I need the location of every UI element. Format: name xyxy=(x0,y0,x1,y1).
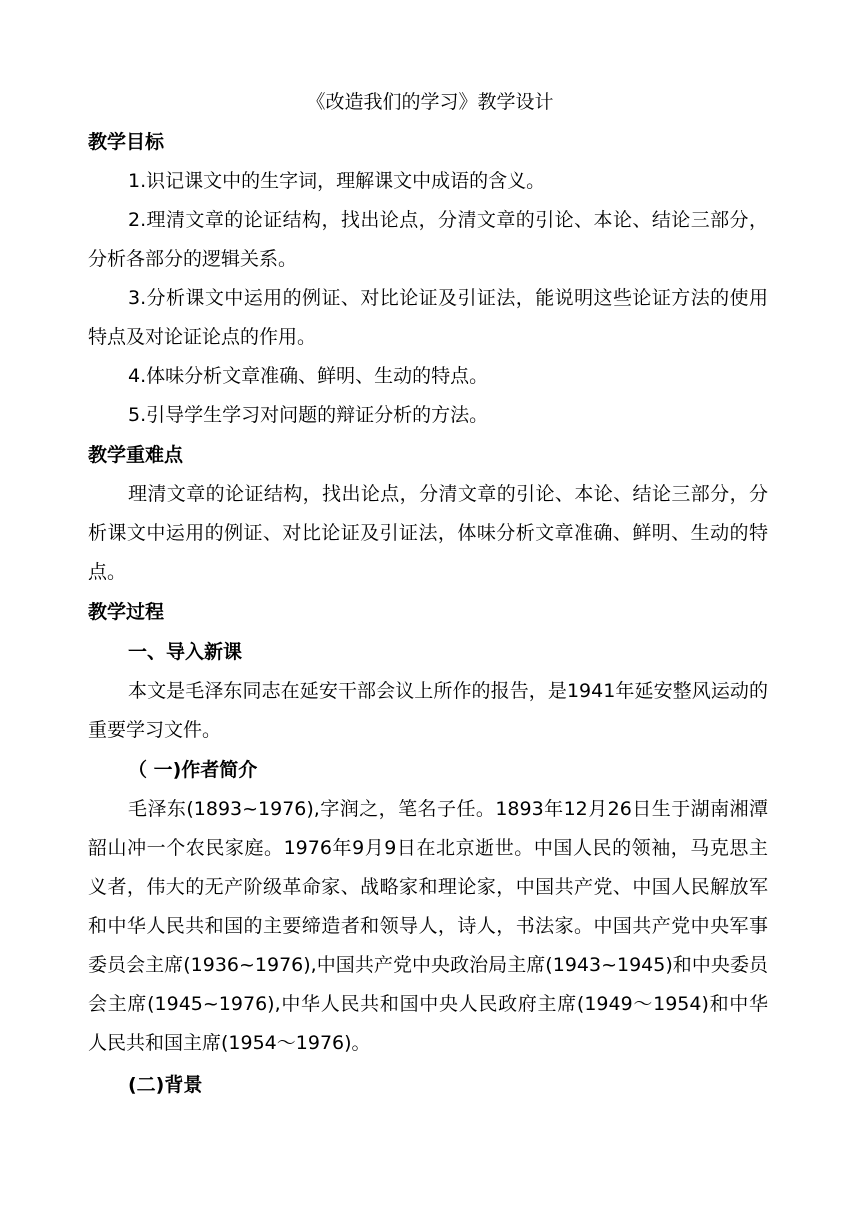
goal-item-3: 3.分析课文中运用的例证、对比论证及引证法，能说明这些论证方法的使用特点及对论证论点的作用。 xyxy=(88,287,768,348)
author-intro-text: 毛泽东(1893~1976),字润之，笔名子任。1893年12月26日生于湖南湘潭韶山冲一个农民家庭。1976年9月9日在北京逝世。中国人民的领袖，马克思主义者，伟大的无产阶级革命家、战略家和理论家，中国共产党、中国人民解放军和中华人民共和国的主要缔造者和领导人，诗人，书法家。中国共产党中央军事委员会主席(1936~1976),中国共产党中央政治局主席(1943~1945)和中央委员会主席(1945~1976),中华人民共和国中央人民政府主席(1949～1954)和中华人民共和国主席(1954～1976)。 xyxy=(88,798,768,1054)
document-title: 《改造我们的学习》教学设计 xyxy=(306,91,554,113)
subheading-intro: 一、导入新课 xyxy=(128,641,243,663)
goal-item-5: 5.引导学生学习对问题的辩证分析的方法。 xyxy=(128,404,489,426)
goal-item-2: 2.理清文章的论证结构，找出论点，分清文章的引论、本论、结论三部分，分析各部分的逻辑关系。 xyxy=(88,209,768,270)
key-points-text: 理清文章的论证结构，找出论点，分清文章的引论、本论、结论三部分，分析课文中运用的例证、对比论证及引证法，体味分析文章准确、鲜明、生动的特点。 xyxy=(88,483,768,583)
subheading-author-intro: （ 一)作者简介 xyxy=(128,759,258,781)
heading-teaching-process: 教学过程 xyxy=(88,601,165,623)
goal-item-4: 4.体味分析文章准确、鲜明、生动的特点。 xyxy=(128,365,489,387)
heading-key-points: 教学重难点 xyxy=(88,444,184,466)
subheading-background: (二)背景 xyxy=(128,1074,203,1096)
goal-item-1: 1.识记课文中的生字词，理解课文中成语的含义。 xyxy=(128,170,546,192)
intro-text: 本文是毛泽东同志在延安干部会议上所作的报告，是1941年延安整风运动的重要学习文件。 xyxy=(88,680,768,741)
heading-teaching-goals: 教学目标 xyxy=(88,131,165,153)
